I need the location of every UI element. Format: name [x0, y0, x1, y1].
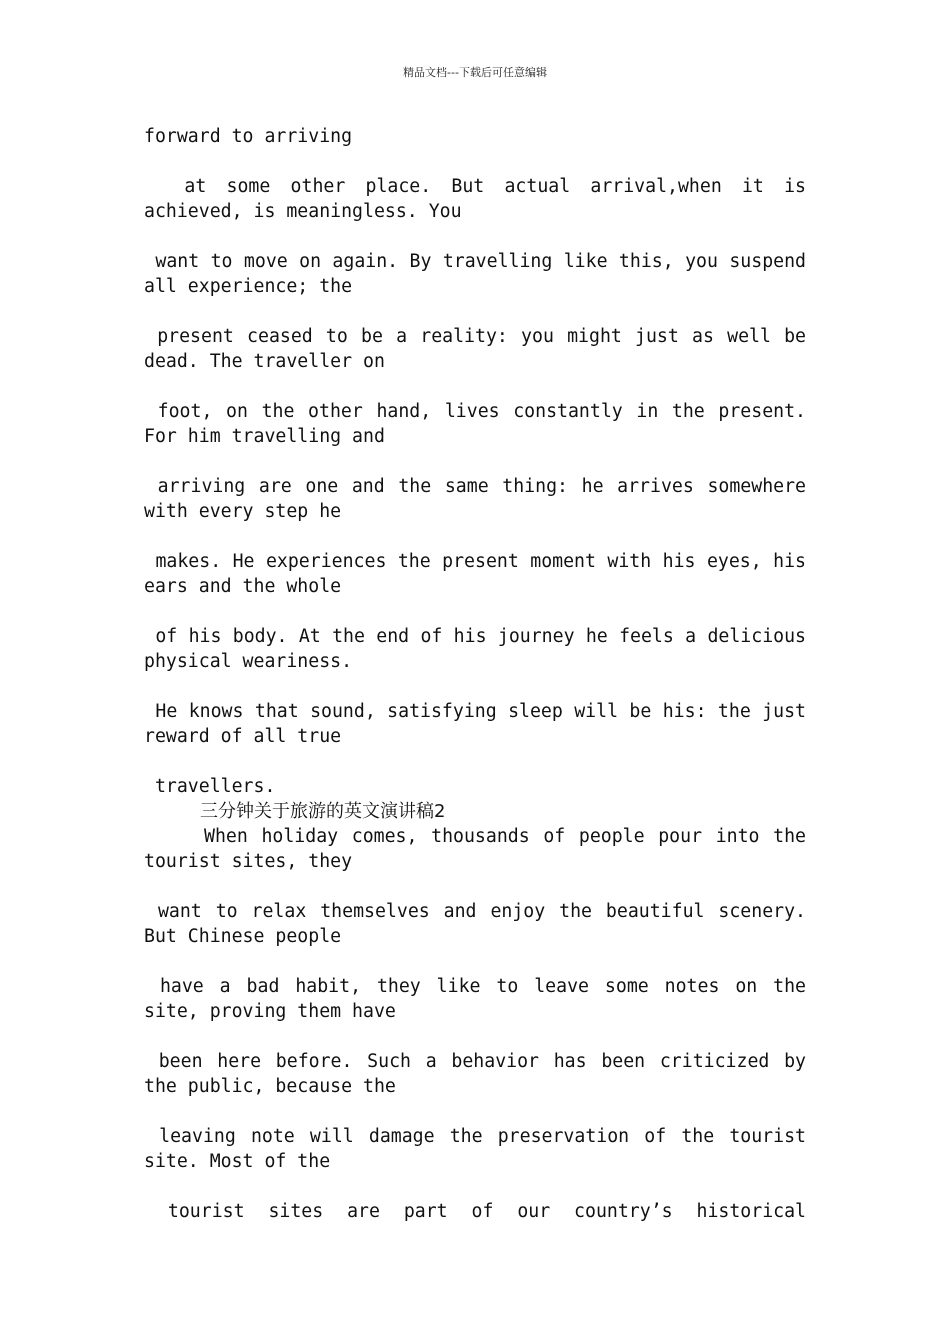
paragraph: at some other place. But actual arrival,when it is achieved, is meaningless. You — [144, 176, 806, 222]
paragraph: tourist sites are part of our country’s historical — [167, 1201, 806, 1222]
paragraph: leaving note will damage the preservation of the tourist site. Most of the — [144, 1126, 806, 1172]
paragraph: makes. He experiences the present moment with his eyes, his ears and the whole — [144, 551, 806, 597]
paragraph: When holiday comes, thousands of people pour into the tourist sites, they — [144, 826, 806, 872]
paragraph: present ceased to be a reality: you might just as well be dead. The traveller on — [144, 326, 807, 372]
document-body — [144, 124, 806, 1224]
paragraph: of his body. At the end of his journey he feels a delicious physical weariness. — [144, 626, 806, 672]
section-heading: 三分钟关于旅游的英文演讲稿2 — [200, 801, 446, 822]
paragraph: travellers. — [154, 776, 276, 797]
paragraph: been here before. Such a behavior has been criticized by the public, because the — [144, 1051, 806, 1097]
paragraph: want to move on again. By travelling like this, you suspend all experience; the — [144, 251, 806, 297]
page-header: 精品文档---下载后可任意编辑 — [403, 66, 547, 79]
paragraph: foot, on the other hand, lives constantly in the present. For him travelling and — [144, 401, 806, 447]
paragraph: He knows that sound, satisfying sleep will be his: the just reward of all true — [144, 701, 806, 747]
paragraph: arriving are one and the same thing: he arrives somewhere with every step he — [144, 476, 806, 522]
paragraph: have a bad habit, they like to leave some notes on the site, proving them have — [144, 976, 806, 1022]
paragraph: want to relax themselves and enjoy the beautiful scenery. But Chinese people — [144, 901, 807, 947]
paragraph: forward to arriving — [144, 126, 353, 147]
